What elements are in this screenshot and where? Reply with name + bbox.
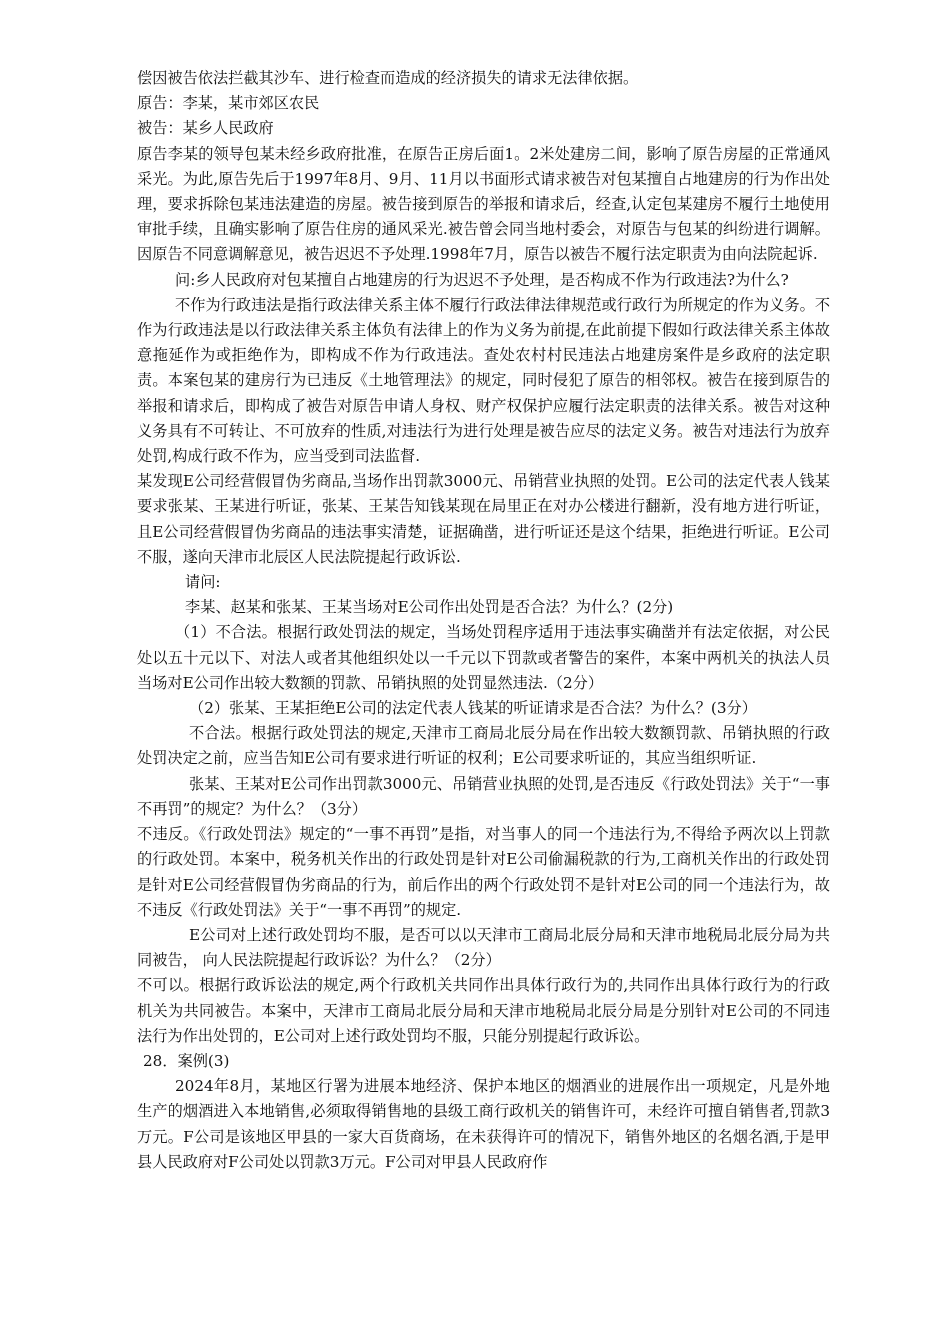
paragraph-case-facts: 原告李某的领导包某未经乡政府批准，在原告正房后面1。2米处建房二间，影响了原告房屋的正常通风采光。为此,原告先后于1997年8月、9月、11月以书面形式请求被告对包某擅自占地建房的行为作出处理，要求拆除包某违法建造的房屋。被告接到原告的举报和请求后，经查,认定包某建房不履行土地使用审批手续，且确实影响了原告住房的通风采光.被告曾会同当地村委会，对原告与包某的纠纷进行调解。因原告不同意调解意见，被告迟迟不予处理.1998年7月，原告以被告不履行法定职责为由向法院起诉. bbox=[137, 144, 830, 264]
paragraph-answer-1: （1）不合法。根据行政处罚法的规定，当场处罚程序适用于违法事实确凿并有法定依据，对公民处以五十元以下、对法人或者其他组织处以一千元以下罚款或者警告的案件，本案中两机关的执法人员当场对E公司作出较大数额的罚款、吊销执照的处罚显然违法.（2分） bbox=[137, 623, 830, 692]
section-heading-case-28: 28．案例(3) bbox=[143, 1051, 230, 1070]
paragraph-defendant: 被告：某乡人民政府 bbox=[137, 119, 274, 138]
paragraph-question-1: 李某、赵某和张某、王某当场对E公司作出处罚是否合法？为什么？(2分) bbox=[185, 598, 674, 617]
paragraph-question-4: E公司对上述行政处罚均不服，是否可以以天津市工商局北辰分局和天津市地税局北辰分局为共同被告， 向人民法院提起行政诉讼？为什么？（2分） bbox=[137, 925, 830, 970]
paragraph-plaintiff: 原告：李某，某市郊区农民 bbox=[137, 94, 320, 113]
paragraph-answer: 不作为行政违法是指行政法律关系主体不履行行政法律法律规范或行政行为所规定的作为义务。不作为行政违法是以行政法律关系主体负有法律上的作为义务为前提,在此前提下假如行政法律关系主体故意拖延作为或拒绝作为，即构成不作为行政违法。查处农村村民违法占地建房案件是乡政府的法定职责。本案包某的建房行为已违反《土地管理法》的规定，同时侵犯了原告的相邻权。被告在接到原告的举报和请求后，即构成了被告对原告申请人身权、财产权保护应履行法定职责的法律关系。被告对这种义务具有不可转让、不可放弃的性质,对违法行为进行处理是被告应尽的法定义务。被告对违法行为放弃处罚,构成行政不作为，应当受到司法监督. bbox=[137, 295, 830, 466]
paragraph-question: 问:乡人民政府对包某擅自占地建房的行为迟迟不予处理，是否构成不作为行政违法?为什么? bbox=[175, 270, 789, 289]
paragraph-case-e-company: 某发现E公司经营假冒伪劣商品,当场作出罚款3000元、吊销营业执照的处罚。E公司的法定代表人钱某要求张某、王某进行听证，张某、王某告知钱某现在局里正在对办公楼进行翻新，没有地方进行听证，且E公司经营假冒伪劣商品的违法事实清楚，证据确凿，进行听证还是这个结果，拒绝进行听证。E公司不服，遂向天津市北辰区人民法院提起行政诉讼. bbox=[137, 472, 830, 566]
paragraph-case-28-facts: 2024年8月，某地区行署为进展本地经济、保护本地区的烟酒业的进展作出一项规定，凡是外地生产的烟酒进入本地销售,必须取得销售地的县级工商行政机关的销售许可，未经许可擅自销售者,罚款3万元。F公司是该地区甲县的一家大百货商场，在未获得许可的情况下，销售外地区的名烟名酒,于是甲县人民政府对F公司处以罚款3万元。F公司对甲县人民政府作 bbox=[137, 1077, 830, 1171]
paragraph-question-3: 张某、王某对E公司作出罚款3000元、吊销营业执照的处罚,是否违反《行政处罚法》关于“一事不再罚”的规定？为什么？（3分） bbox=[137, 774, 830, 818]
paragraph-compensation-claim: 偿因被告依法拦截其沙车、进行检查而造成的经济损失的请求无法律依据。 bbox=[137, 69, 639, 87]
paragraph-question-2: （2）张某、王某拒绝E公司的法定代表人钱某的听证请求是否合法？为什么？(3分） bbox=[189, 699, 757, 718]
paragraph-ask: 请问: bbox=[185, 573, 221, 592]
paragraph-answer-2: 不合法。根据行政处罚法的规定,天津市工商局北辰分局在作出较大数额罚款、吊销执照的行政处罚决定之前，应当告知E公司有要求进行听证的权利；E公司要求听证的，其应当组织听证. bbox=[137, 724, 830, 768]
paragraph-answer-3: 不违反。《行政处罚法》规定的“一事不再罚”是指，对当事人的同一个违法行为,不得给予两次以上罚款的行政处罚。本案中，税务机关作出的行政处罚是针对E公司偷漏税款的行为,工商机关作出的行政处罚是针对E公司经营假冒伪劣商品的行为，前后作出的两个行政处罚不是针对E公司的同一个违法行为，故不违反《行政处罚法》关于“一事不再罚”的规定. bbox=[137, 825, 830, 919]
paragraph-answer-4: 不可以。根据行政诉讼法的规定,两个行政机关共同作出具体行政行为的,共同作出具体行政行为的行政机关为共同被告。本案中，天津市工商局北辰分局和天津市地税局北辰分局是分别针对E公司的不同违法行为作出处罚的，E公司对上述行政处罚均不服，只能分别提起行政诉讼。 bbox=[137, 976, 830, 1045]
